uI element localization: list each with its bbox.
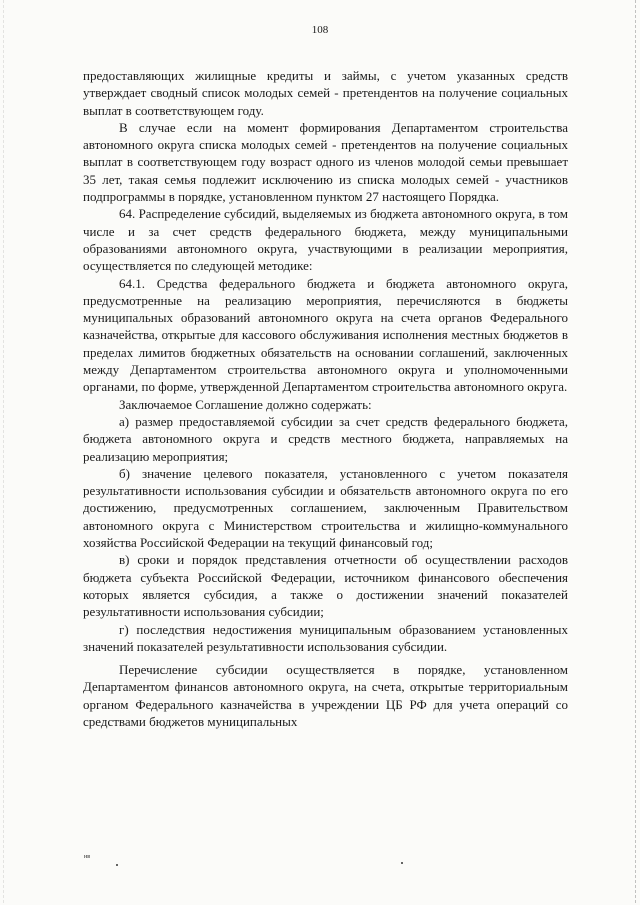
paragraph-p2: В случае если на момент формирования Департаментом строительства автономного округа списка молодых семей - претендентов на получение социальных выплат в соответствующем году возраст одного из членов молодой семьи превышает 35 лет, такая семья подлежит исключению из списка молодых семей - участников подпрограммы в порядке, установленном пунктом 27 настоящего Порядка. [83, 119, 568, 205]
paragraph-p4: 64.1. Средства федерального бюджета и бюджета автономного округа, предусмотренные на реализацию мероприятия, перечисляются в бюджеты муниципальных образований автономного округа на счета органов Федерального казначейства, открытые для кассового обслуживания исполнения местных бюджетов в пределах лимитов бюджетных обязательств на основании соглашений, заключенных между Департаментом строительства автономного округа и уполномоченными органами, по форме, утвержденной Департаментом строительства автономного округа. [83, 275, 568, 395]
scan-edge-right [635, 0, 636, 905]
paragraph-p3: 64. Распределение субсидий, выделяемых из бюджета автономного округа, в том числе и за счет средств федерального бюджета, между муниципальными образованиями автономного округа, участвующими в реализации мероприятия, осуществляется по следующей методике: [83, 206, 568, 274]
paragraph-p10: Перечисление субсидии осуществляется в порядке, установленном Департаментом финансов автономного округа, на счета, открытые территориальным органом Федерального казначейства в учреждении ЦБ РФ для учета операций со средствами бюджетов муниципальных [83, 662, 568, 729]
paragraph-p1: предоставляющих жилищные кредиты и займы, с учетом указанных средств утверждает сводный список молодых семей - претендентов на получение социальных выплат в соответствующем году. [83, 68, 568, 118]
body-text [83, 67, 568, 730]
scan-speck [116, 864, 118, 866]
page-number: 108 [311, 24, 329, 36]
scan-speck [401, 862, 403, 864]
paragraph-p7: б) значение целевого показателя, установленного с учетом показателя результативности использования субсидии и обязательств автономного округа по его достижению, предусмотренных соглашением, заключенным Правительством автономного округа с Министерством строительства и жилищно-коммунального хозяйства Российской Федерации на текущий финансовый год; [83, 465, 568, 551]
paragraph-p8: в) сроки и порядок представления отчетности об осуществлении расходов бюджета субъекта Российской Федерации, источником финансового обеспечения которых является субсидия, а также о достижении значений показателей результативности использования субсидии; [83, 552, 568, 620]
footer-code: нв [84, 854, 91, 860]
paragraph-p9: г) последствия недостижения муниципальным образованием установленных значений показателей результативности использования субсидии. [83, 621, 568, 654]
scan-edge-left [3, 0, 4, 905]
paragraph-p5: Заключаемое Соглашение должно содержать: [119, 396, 372, 412]
paragraph-p6: а) размер предоставляемой субсидии за счет средств федерального бюджета, бюджета автономного округа и средств местного бюджета, направляемых на реализацию мероприятия; [83, 413, 568, 464]
